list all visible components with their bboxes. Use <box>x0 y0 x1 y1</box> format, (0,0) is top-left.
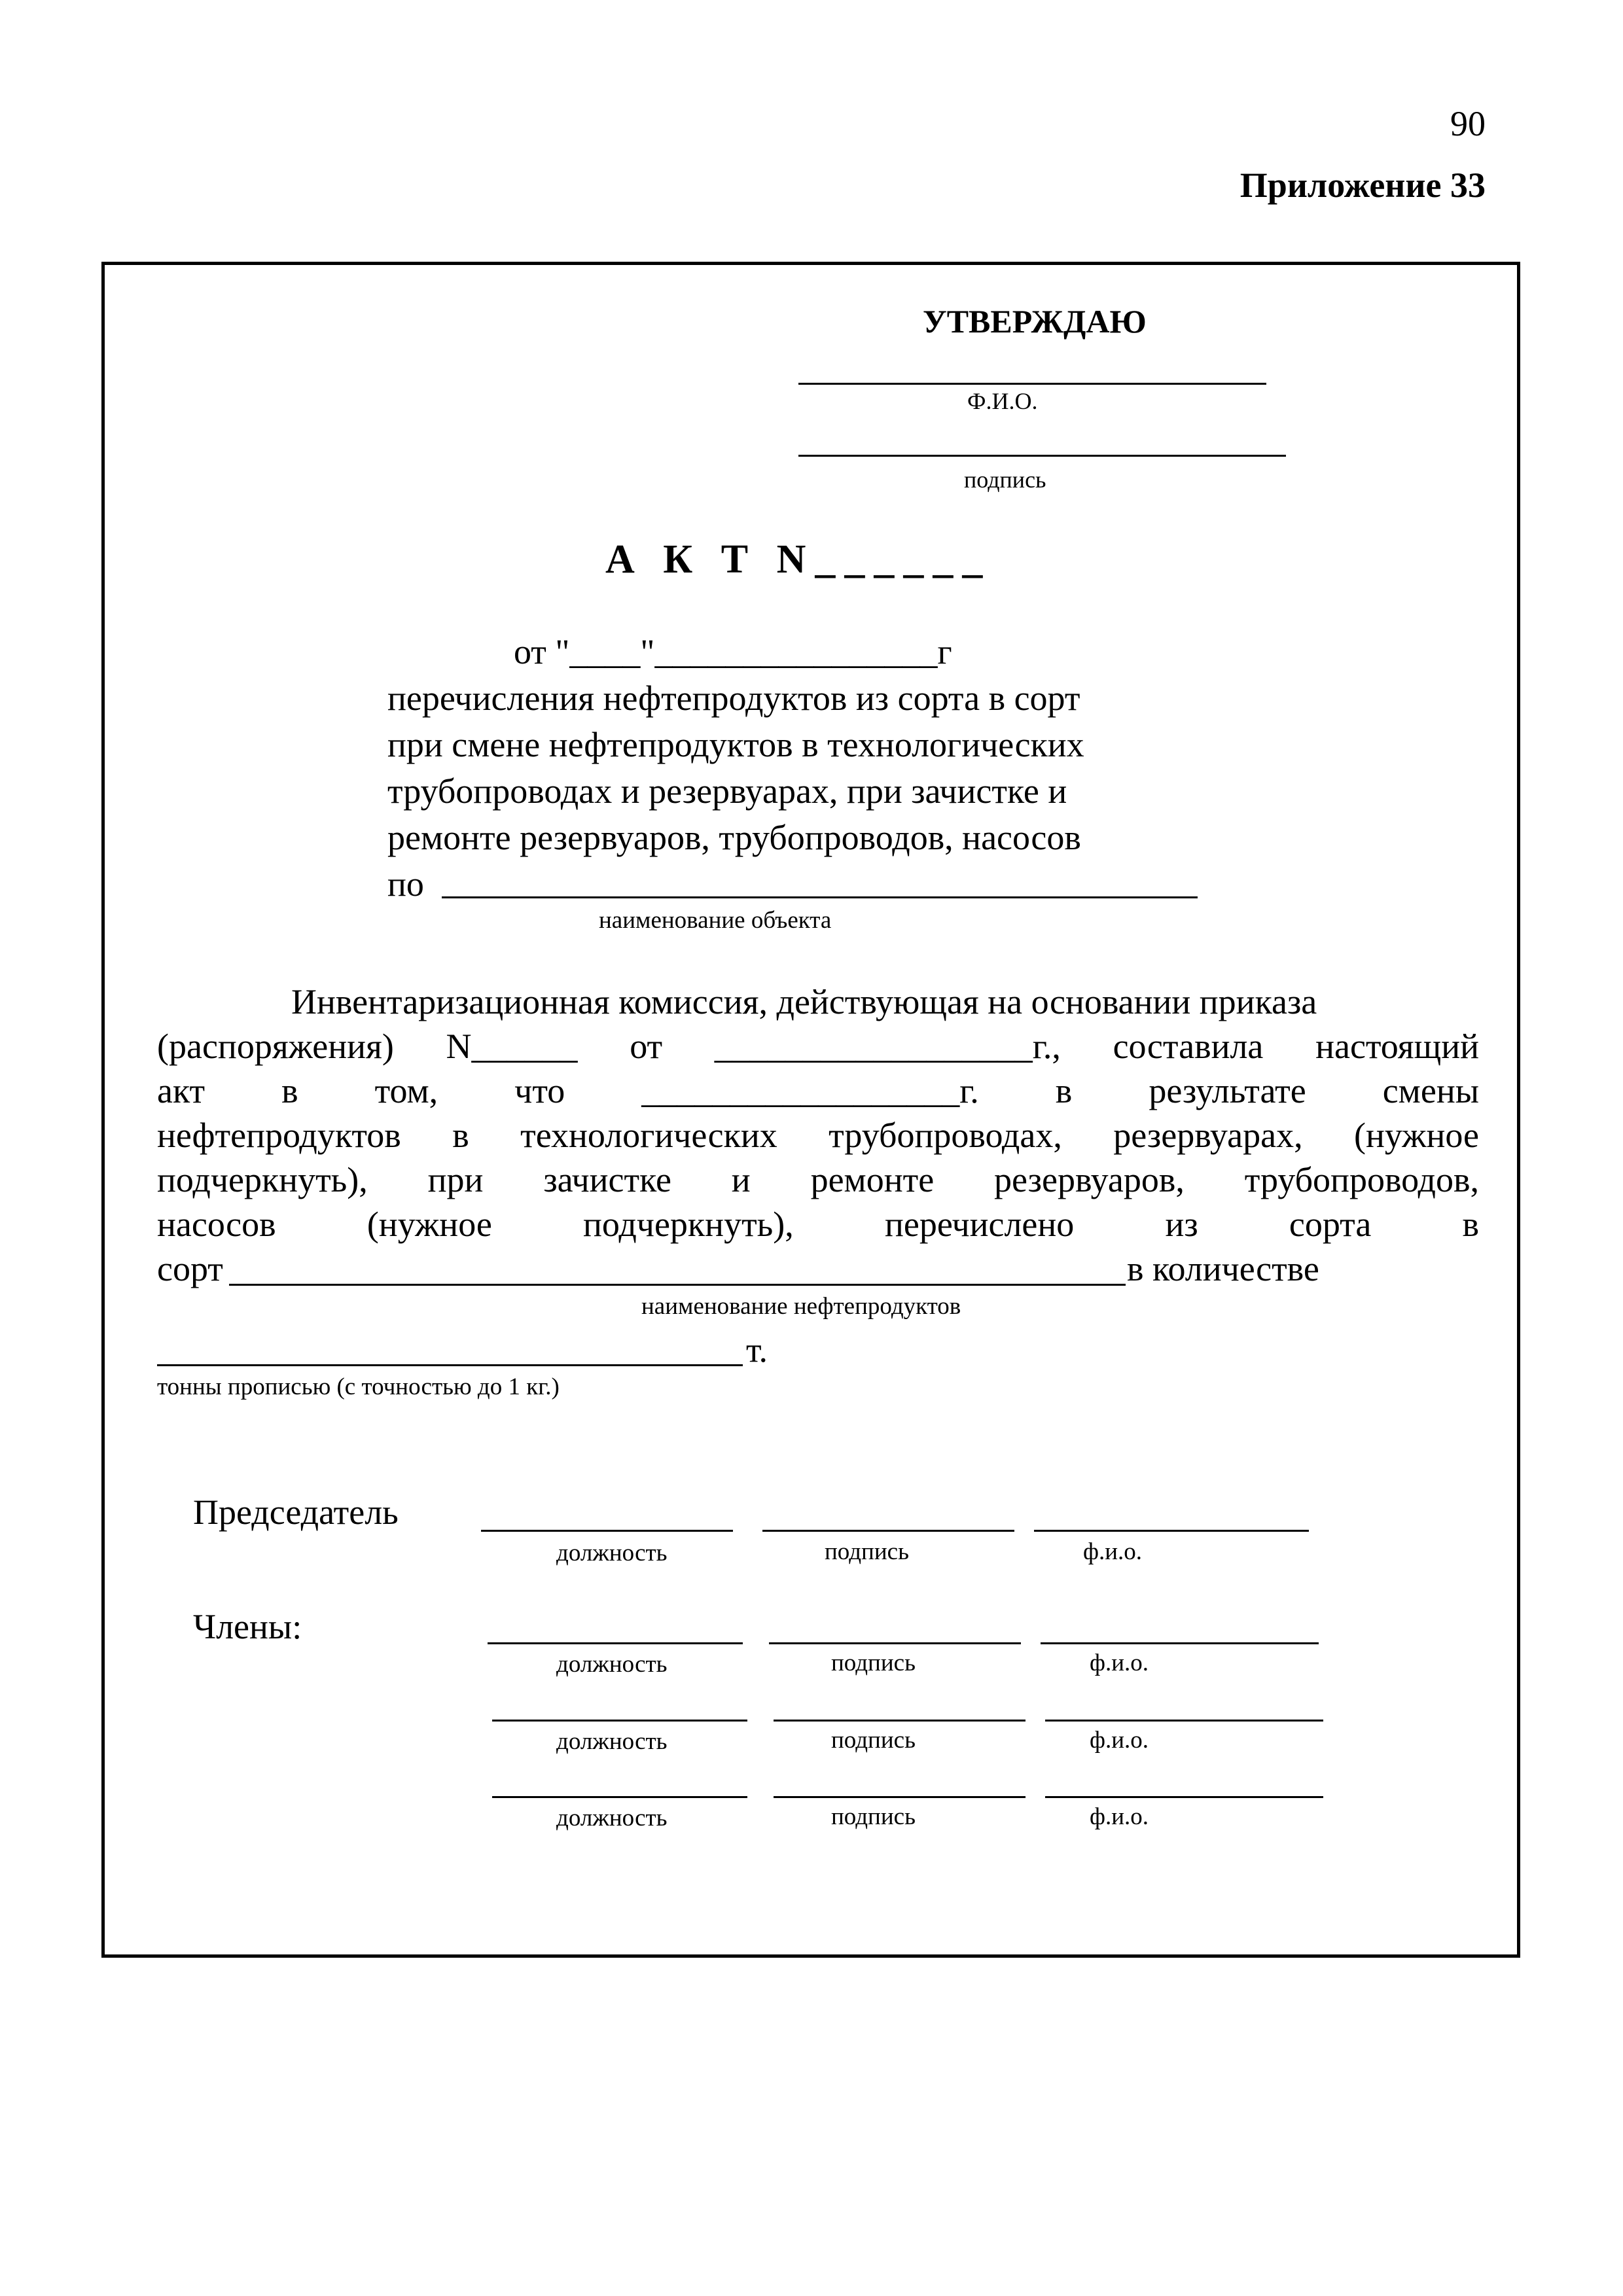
act-subject-line-1: перечисления нефтепродуктов из сорта в сорт <box>387 679 1080 718</box>
member-1-name-caption: ф.и.о. <box>1090 1650 1149 1676</box>
chairman-signature-line <box>762 1530 1014 1532</box>
member-1-signature-line <box>769 1642 1021 1644</box>
chairman-name-line <box>1034 1530 1309 1532</box>
appendix-title: Приложение 33 <box>1240 166 1486 205</box>
product-name-caption: наименование нефтепродуктов <box>641 1293 961 1320</box>
member-1-signature-caption: подпись <box>831 1650 916 1676</box>
chairman-label: Председатель <box>193 1492 399 1532</box>
body-line-2: (распоряжения) N______ от __________________г., составила настоящий <box>157 1027 1479 1066</box>
member-3-name-caption: ф.и.о. <box>1090 1803 1149 1830</box>
act-title: А К Т N______ <box>605 537 992 582</box>
approver-signature-line <box>798 455 1286 457</box>
chairman-position-line <box>481 1530 733 1532</box>
sort-prefix: сорт <box>157 1249 223 1288</box>
page-number: 90 <box>1450 104 1486 143</box>
body-line-4: нефтепродуктов в технологических трубопроводах, резервуарах, (нужное <box>157 1116 1479 1155</box>
members-label: Члены: <box>193 1607 302 1646</box>
member-2-position-caption: должность <box>556 1728 668 1755</box>
tons-suffix: т. <box>746 1330 768 1369</box>
member-3-signature-caption: подпись <box>831 1803 916 1830</box>
member-1-position-line <box>488 1642 743 1644</box>
body-line-3: акт в том, что __________________г. в результате смены <box>157 1071 1479 1110</box>
object-name-caption: наименование объекта <box>599 907 832 934</box>
tons-caption: тонны прописью (с точностью до 1 кг.) <box>157 1373 560 1400</box>
member-2-name-caption: ф.и.о. <box>1090 1727 1149 1754</box>
tons-line <box>157 1364 743 1366</box>
product-name-line <box>229 1284 1126 1286</box>
chairman-name-caption: ф.и.о. <box>1083 1538 1143 1565</box>
sort-suffix: в количестве <box>1127 1249 1319 1288</box>
member-3-position-caption: должность <box>556 1805 668 1831</box>
approver-name-caption: Ф.И.О. <box>967 388 1038 414</box>
approve-title: УТВЕРЖДАЮ <box>923 303 1147 340</box>
member-2-signature-line <box>774 1720 1026 1722</box>
act-subject-line-2: при смене нефтепродуктов в технологических <box>387 725 1084 764</box>
chairman-signature-caption: подпись <box>825 1538 909 1565</box>
member-2-position-line <box>492 1720 747 1722</box>
member-2-name-line <box>1045 1720 1323 1722</box>
member-3-name-line <box>1045 1796 1323 1798</box>
chairman-position-caption: должность <box>556 1540 668 1566</box>
member-2-signature-caption: подпись <box>831 1727 916 1754</box>
approver-name-line <box>798 383 1266 385</box>
body-line-5: подчеркнуть), при зачистке и ремонте резервуаров, трубопроводов, <box>157 1160 1479 1199</box>
member-1-position-caption: должность <box>556 1651 668 1678</box>
approver-signature-caption: подпись <box>964 467 1046 493</box>
object-prefix: по <box>387 864 424 904</box>
act-subject-line-4: ремонте резервуаров, трубопроводов, насосов <box>387 818 1081 857</box>
body-line-1: Инвентаризационная комиссия, действующая на основании приказа <box>291 982 1317 1021</box>
body-line-6: насосов (нужное подчеркнуть), перечислено из сорта в <box>157 1205 1479 1244</box>
member-3-signature-line <box>774 1796 1026 1798</box>
object-name-line <box>442 896 1198 898</box>
act-date-line: от "____"________________г <box>514 632 952 671</box>
member-1-name-line <box>1041 1642 1319 1644</box>
member-3-position-line <box>492 1796 747 1798</box>
act-subject-line-3: трубопроводах и резервуарах, при зачистке и <box>387 771 1067 811</box>
